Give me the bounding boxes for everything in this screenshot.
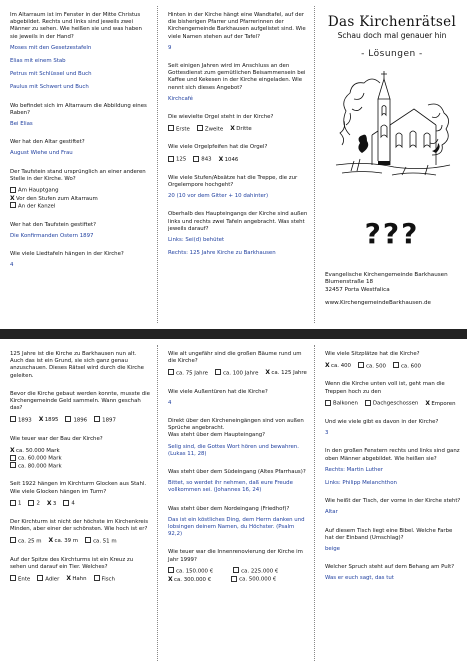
option-label: An der Kanzel [18,203,56,210]
checkbox-empty[interactable] [28,500,34,506]
answer-text: Selig sind, die Gottes Wort hören und bewahren. (Lukas 11, 28) [168,443,299,457]
title-column [315,0,467,329]
question-text: Wie viele Stufen/Absätze hat die Treppe, die zur Orgelempore hochgeht? [168,174,298,189]
answer-options [168,369,308,377]
checkbox-empty[interactable] [10,500,16,506]
answer-option[interactable] [63,500,74,508]
answer-text: Paulus mit Schwert und Buch [10,84,89,91]
option-label: ca. 60.000 Mark [18,455,62,462]
answer-option[interactable] [425,400,455,408]
address-line: 32457 Porta Westfalica [325,286,390,293]
answer-option[interactable] [47,500,56,508]
answer-text: August Wiehe und Frau [10,150,73,157]
answer-option[interactable] [10,455,150,463]
checked-x-mark: X [66,575,71,583]
answer-text: 20 (10 vor dem Gitter + 10 dahinter) [168,193,269,200]
answer-options [10,416,150,424]
bottom-column-1 [0,339,156,667]
answer-text: Bittet, so werdet ihr nehmen, daß eure Freude vollkommen sei. (Johannes 16, 24) [168,480,293,494]
answer-option[interactable] [94,417,116,425]
answer-text: 4 [168,399,172,406]
option-label: 1896 [73,417,88,424]
checkbox-empty[interactable] [10,202,16,208]
option-label: 4 [71,500,75,507]
question-text: Wie heißt der Tisch, der vorne in der Kirche steht? [325,498,461,505]
option-label: Balkonen [333,400,358,407]
answer-option[interactable] [265,369,306,377]
checked-x-mark: X [10,446,15,454]
question-text: Seit einigen Jahren wird im Anschluss an den Gottesdienst zum gemütlichen Beisammensein bei Kaffee und Kekesen in der Kirche eingeladen. Wie nennt sich dieses Angebot? [168,63,306,91]
page-divider [0,329,467,339]
checkbox-empty[interactable] [168,156,174,162]
answer-text: Moses mit den Gesetzestafeln [10,44,92,51]
checkbox-empty[interactable] [197,125,203,131]
question-text: Und wie viele gibt es davon in der Kirche? [325,419,439,426]
question-text: Bevor die Kirche gebaut werden konnte, musste die Kirchengemeinde Geld sammeln. Wann geschah das? [10,390,150,412]
checkbox-empty[interactable] [65,416,71,422]
checkbox-empty[interactable] [10,537,16,543]
checked-x-mark: X [168,575,173,583]
answer-option[interactable] [39,416,59,424]
answer-option[interactable] [365,400,418,408]
answer-option[interactable] [10,417,32,425]
question-text: Welcher Spruch steht auf dem Behang am Pult? [325,564,455,571]
answer-option[interactable] [65,417,87,425]
option-label: Vor den Stufen zum Altarraum [16,195,98,202]
option-label: 1 [18,500,22,507]
question-text: Oberhalb des Haupteingangs der Kirche sind außen links und rechts zwei Tafeln angebracht. Was steht jeweils darauf? [168,211,308,232]
question-text: Die wievielte Orgel steht in der Kirche? [168,114,274,121]
option-label: ca. 600 [400,363,421,370]
option-label: Hahn [72,576,87,583]
checkbox-empty[interactable] [393,362,399,368]
checkbox-empty[interactable] [358,362,364,368]
checked-x-mark: X [425,399,430,407]
answer-option[interactable] [10,500,21,508]
option-label: Erste [176,126,190,133]
answer-option[interactable] [10,195,150,203]
answer-option[interactable] [49,537,79,545]
question-text: Wie teuer war die Innenrenovierung der Kirche im Jahr 1999? [168,549,303,563]
answer-option[interactable] [393,363,421,371]
answer-option[interactable] [94,576,115,584]
checked-x-mark: X [218,155,224,163]
checkbox-empty[interactable] [168,369,174,375]
answer-text: Kirchcafé [168,95,193,102]
answer-options [10,500,150,508]
answer-options [168,568,308,584]
answer-option[interactable] [10,538,42,546]
option-label: 125 [176,156,187,163]
answer-text: Das ist ein köstliches Ding, dem Herrn danken und lobsingen deinem Namen, du Höchster. (Psalm 92,2) [168,516,305,538]
answer-option[interactable] [231,576,276,584]
checkbox-empty[interactable] [10,416,16,422]
option-label: Zweite [204,126,224,133]
answer-option[interactable] [168,370,208,378]
answer-text: 4 [10,262,14,269]
option-label: ca. 125 Jahre [271,370,307,377]
answer-text: 9 [168,44,172,51]
checked-x-mark: X [265,369,271,377]
question-text: In den großen Fenstern rechts und links sind ganz oben Männer abgebildet. Wie heißen sie? [325,448,460,462]
checkbox-empty[interactable] [231,576,237,582]
checkbox-empty[interactable] [215,369,221,375]
answer-option[interactable] [10,447,150,455]
church-illustration [332,65,452,187]
bottom-column-3 [315,339,467,667]
answer-text: Elias mit einem Stab [10,58,66,65]
checked-x-mark: X [325,362,330,370]
option-label: Am Hauptgang [18,187,59,194]
answer-option[interactable] [168,126,190,134]
answer-options [168,125,308,133]
bottom-page [0,339,467,667]
checkbox-empty[interactable] [63,500,69,506]
option-label: ca. 500.000 € [239,576,277,583]
checkbox-empty[interactable] [168,567,174,573]
option-label: Emporen [431,400,456,407]
answer-text: Bei Elias [10,121,33,128]
checked-x-mark: X [46,499,52,507]
top-page [0,0,467,329]
option-label: Adler [45,576,60,583]
question-text: Auf der Spitze des Kirchturms ist ein Kreuz zu sehen und darauf ein Tier. Welches? [10,556,134,570]
bottom-column-2 [158,339,314,667]
checkbox-empty[interactable] [85,537,91,543]
option-label: 1897 [102,417,116,424]
question-text: Was steht über dem Nordeingang (Friedhof)? [168,505,290,512]
answer-options [168,156,308,164]
answer-option[interactable] [219,156,239,164]
answer-option[interactable] [10,187,150,195]
question-text: Was steht über dem Südeingang (Altes Pfarrhaus)? [168,469,306,476]
question-text: Auf diesem Tisch liegt eine Bibel. Welche Farbe hat der Einband (Umschlag)? [325,527,453,541]
answer-text: Rechts: 125 Jahre Kirche zu Barkhausen [168,250,276,257]
answer-text: beige [325,546,340,553]
answer-option[interactable] [325,362,351,370]
question-text: Der Taufstein stand ursprünglich an einer anderen Stelle in der Kirche. Wo? [10,168,146,182]
checkbox-empty[interactable] [233,567,239,573]
question-text: 125 Jahre ist die Kirche zu Barkhausen nun alt. Auch das ist ein Grund, sie sich ganz genau anzuschauen. Dieses Rätsel wird durch die Kirche geleiten. [10,351,144,379]
answer-option[interactable] [193,156,211,164]
answer-text: Was er euch sagt, das tut [325,575,394,582]
top-column-1 [0,0,156,329]
question-text: Wie viele Liedtafeln hängen in der Kirche? [10,251,124,258]
answer-text: Links: Philipp Melanchthon [325,480,397,487]
answer-option[interactable] [233,568,278,576]
question-text: Wer hat den Altar gestiftet? [10,139,85,146]
option-row [168,576,308,584]
question-text: Wie teuer war der Bau der Kirche? [10,435,103,442]
option-label: ca. 75 Jahre [176,370,208,377]
question-text: Wer hat den Taufstein gestiftet? [10,221,96,228]
checkbox-empty[interactable] [37,575,43,581]
answer-option[interactable] [28,500,39,508]
option-label: 1046 [224,156,239,163]
question-text: Direkt über den Kircheneingängen sind von außen Sprüche angebracht. Was steht über dem Haupteingang? [168,418,304,439]
question-text: Im Altarraum ist im Fenster in der Mitte Christus abgebildet. Rechts und links sind jeweils zwei Männer zu sehen. Wie heißen sie und was haben sie jeweils in der Hand? [10,12,142,40]
checkbox-empty[interactable] [168,125,174,131]
answer-option[interactable] [358,363,386,371]
question-text: Der Kirchturm ist nicht der höchste im Kirchenkreis Minden, aber einer der schönsten. Wie hoch ist er? [10,519,149,533]
top-column-2 [158,0,314,329]
option-label: ca. 150.000 € [176,568,214,575]
option-label: ca. 300.000 € [174,576,212,583]
question-text: Hinten in der Kirche hängt eine Wandtafel, auf der die bisherigen Pfarrer und Pfarrerinnen der Kirchengemeinde Barkhausen aufgelistet sind. Wie viele Namen stehen auf der Tafel? [168,12,306,40]
question-text: Wo befindet sich im Altarraum die Abbildung eines Raben? [10,102,147,116]
answer-option[interactable] [10,576,30,584]
answer-options [10,187,150,211]
checked-x-mark: X [48,537,54,545]
address-line: Blumenstraße 18 [325,279,374,286]
question-text: Wie viele Sitzplätze hat die Kirche? [325,351,420,357]
answer-option[interactable] [197,126,223,134]
checked-x-mark: X [38,416,44,424]
checkbox-empty[interactable] [193,156,199,162]
checkbox-empty[interactable] [325,400,331,406]
option-label: 1895 [44,417,59,424]
checkbox-empty[interactable] [94,416,100,422]
answer-option[interactable] [10,203,150,211]
option-label: Ente [18,576,31,583]
question-marks: ??? [364,217,420,250]
page-subtitle: Schau doch mal genauer hin [337,31,447,40]
option-label: ca. 400 [331,363,351,370]
question-text: Seit 1922 hängen im Kirchturm Glocken aus Stahl. Wie viele Glocken hängen im Turm? [10,481,147,495]
option-label: 1893 [18,417,32,424]
checkbox-empty[interactable] [10,462,16,468]
checkbox-empty[interactable] [365,400,371,406]
question-text: Wie alt ungefähr sind die großen Bäume rund um die Kirche? [168,351,302,365]
option-label: ca. 39 m [54,538,79,545]
option-label: ca. 100 Jahre [223,370,259,377]
checked-x-mark: X [230,125,235,133]
answer-option[interactable] [37,576,59,584]
answer-option[interactable] [10,463,150,471]
answer-option[interactable] [215,370,258,378]
option-label: ca. 500 [365,363,386,370]
answer-option[interactable] [168,156,186,164]
answer-options [10,447,150,471]
page-title: Das Kirchenrätsel [327,14,457,30]
option-label: 3 [52,500,57,507]
address-line: Evangelische Kirchengemeinde Barkhausen [325,272,448,278]
answer-text: Links: Sei(d) behütet [168,237,225,244]
answer-text: Altar [325,509,338,516]
option-label: Fisch [101,576,115,583]
answer-text: 3 [325,430,329,437]
option-label: ca. 80.000 Mark [18,463,62,470]
answer-option[interactable] [66,575,86,583]
question-text: Wenn die Kirche unten voll ist, geht man die Treppen hoch zu den [325,381,445,395]
answer-text: Die Konfirmanden Ostern 1897 [10,232,94,239]
answer-option[interactable] [325,400,358,408]
checked-x-mark: X [10,194,15,202]
answer-text: Petrus mit Schlüssel und Buch [10,71,92,78]
solutions-label: - Lösungen - [361,49,423,59]
option-label: Dritte [236,126,252,133]
website-link[interactable]: www.KirchengemeindeBarkhausen.de [325,300,431,307]
answer-option[interactable] [168,576,211,584]
answer-options [325,362,461,370]
answer-option[interactable] [230,125,251,133]
answer-options [10,575,150,583]
option-label: 843 [201,156,212,163]
question-text: Wie viele Außentüren hat die Kirche? [168,388,268,395]
option-row [168,568,308,576]
option-label: Dachgeschossen [372,400,419,407]
checkbox-empty[interactable] [10,455,16,461]
answer-options [10,537,150,545]
question-text: Wie viele Orgelpfeifen hat die Orgel? [168,144,268,151]
answer-text: Rechts: Martin Luther [325,466,383,473]
option-label: ca. 225.000 € [241,568,279,575]
checkbox-empty[interactable] [10,575,16,581]
option-label: ca. 51 m [93,538,117,545]
option-label: ca. 50.000 Mark [16,447,60,454]
option-label: 2 [36,500,40,507]
answer-option[interactable] [168,568,213,576]
answer-options [325,400,461,408]
answer-option[interactable] [85,538,117,546]
option-label: ca. 25 m [18,538,42,545]
checkbox-empty[interactable] [10,187,16,193]
checkbox-empty[interactable] [94,575,100,581]
